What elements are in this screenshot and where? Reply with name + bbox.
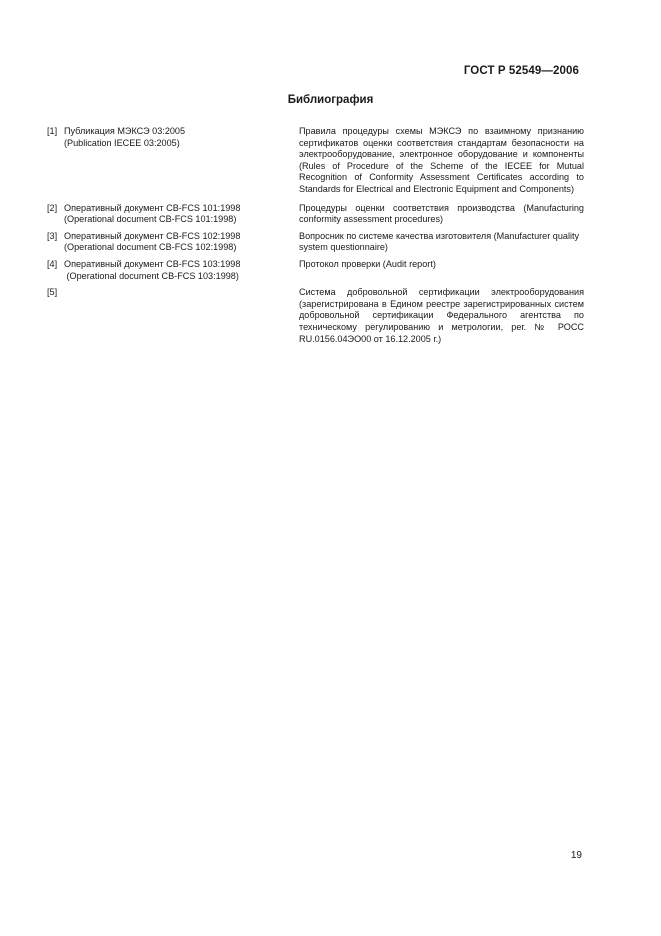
entry-description: Протокол проверки (Audit report) (299, 258, 436, 269)
page-number: 19 (570, 850, 582, 861)
entry-source (64, 126, 299, 196)
entry-source-ru: Оперативный документ CB-FCS 101:1998 (64, 202, 241, 213)
entry-number: [5] (47, 287, 58, 298)
entry-source-ru: Оперативный документ CB-FCS 103:1998 (64, 258, 241, 269)
entry-number: [3] (47, 230, 58, 241)
entry-source-en: (Operational document CB-FCS 103:1998) (64, 270, 239, 281)
entry-description: Процедуры оценки соответствия производства (Manufacturing conformity assessment procedures) (299, 202, 584, 225)
entry-reference (47, 287, 299, 345)
entry-source-ru: Публикация МЭКСЭ 03:2005 (64, 126, 186, 136)
entry-number: [1] (47, 126, 58, 136)
entry-number: [2] (47, 202, 58, 213)
bibliography-title: Библиография (287, 94, 374, 106)
entry-source (64, 231, 299, 254)
entry-source (64, 203, 299, 226)
document-code: ГОСТ Р 52549—2006 (463, 65, 579, 77)
entry-source-en: (Operational document CB-FCS 102:1998) (64, 242, 237, 253)
entry-reference (47, 203, 299, 226)
bibliography-list (47, 126, 584, 345)
entry-source-ru: Оперативный документ CB-FCS 102:1998 (64, 230, 241, 241)
bibliography-entry (47, 203, 584, 226)
bibliography-entry (47, 287, 584, 345)
entry-source-en: (Publication IECEE 03:2005) (64, 137, 180, 148)
entry-source (64, 259, 299, 282)
entry-reference (47, 259, 299, 282)
entry-source (64, 287, 299, 345)
bibliography-entry (47, 231, 584, 254)
entry-description: Правила процедуры схемы МЭКСЭ по взаимному признанию сертификатов оценки соответствия стандартам безопасности на электрооборудование, электронное оборудование и компоненты (Rules of Procedure of the Scheme of the IECEE for Mutual Recognition of Conformity Assessment Certificates according to Standards for Electrical and Electronic Equipment and Components) (299, 126, 584, 194)
entry-description: Вопросник по системе качества изготовителя (Manufacturer quality system questionnaire) (299, 230, 580, 253)
bibliography-entry (47, 259, 584, 282)
entry-number: [4] (47, 258, 58, 269)
bibliography-entry (47, 126, 584, 196)
entry-source-en: (Operational document CB-FCS 101:1998) (64, 214, 237, 225)
entry-reference (47, 231, 299, 254)
entry-reference (47, 126, 299, 196)
entry-description: Система добровольной сертификации электрооборудования (зарегистрирована в Едином реестре зарегистрированных систем добровольной сертификации Федерального агентства по техническому регулированию и метрологии, рег. № РОСС RU.0156.04ЭО00 от 16.12.2005 г.) (299, 287, 584, 344)
